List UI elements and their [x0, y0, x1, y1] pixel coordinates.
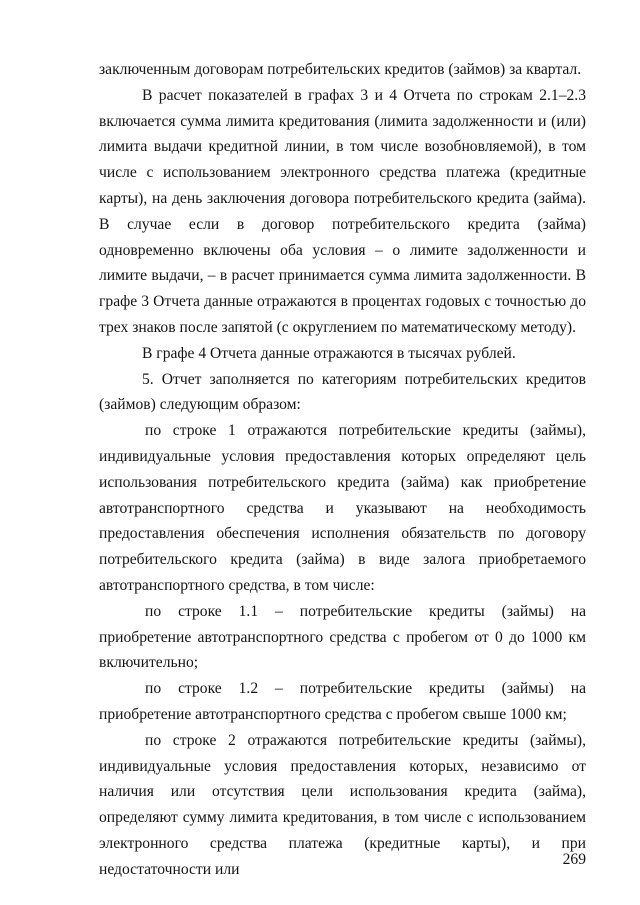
paragraph-line-1: по строке 1 отражаются потребительские кредиты (займы), индивидуальные условия предоставления которых определяют цель использования потребительского кредита (займа) как приобретение автотранспортного средства и указывают на необходимость предоставления обеспечения исполнения обязательств по договору потребительского кредита (займа) в виде залога приобретаемого автотранспортного средства, в том числе:	[99, 422, 586, 594]
paragraph-section-5: 5. Отчет заполняется по категориям потребительских кредитов (займов) следующим образом:	[99, 370, 586, 414]
paragraph-column-4: В графе 4 Отчета данные отражаются в тысячах рублей.	[142, 344, 516, 362]
paragraph-line-1-1: по строке 1.1 – потребительские кредиты (займы) на приобретение автотранспортного средства с пробегом от 0 до 1000 км включительно;	[99, 602, 586, 672]
document-body	[99, 57, 586, 883]
paragraph-line-1-2: по строке 1.2 – потребительские кредиты (займы) на приобретение автотранспортного средства с пробегом свыше 1000 км;	[99, 680, 586, 723]
paragraph-line-2: по строке 2 отражаются потребительские кредиты (займы), индивидуальные условия предоставления которых, независимо от наличия или отсутствия цели использования кредита (займа), определяют сумму лимита кредитования, в том числе с использованием электронного средства платежа (кредитные карты), и при недостаточности или	[99, 731, 586, 878]
paragraph-calculation-rules: В расчет показателей в графах 3 и 4 Отчета по строкам 2.1–2.3 включается сумма лимита кредитования (лимита задолженности и (или) лимита выдачи кредитной линии, в том числе возобновляемой), в том числе с использованием электронного средства платежа (кредитные карты), на день заключения договора потребительского кредита (займа). В случае если в договор потребительского кредита (займа) одновременно включены оба условия – о лимите задолженности и лимите выдачи, – в расчет принимается сумма лимита задолженности. В графе 3 Отчета данные отражаются в процентах годовых с точностью до трех знаков после запятой (с округлением по математическому методу).	[99, 86, 586, 336]
page-number: 269	[562, 851, 586, 868]
paragraph-continuation: заключенным договорам потребительских кредитов (займов) за квартал.	[99, 61, 582, 78]
